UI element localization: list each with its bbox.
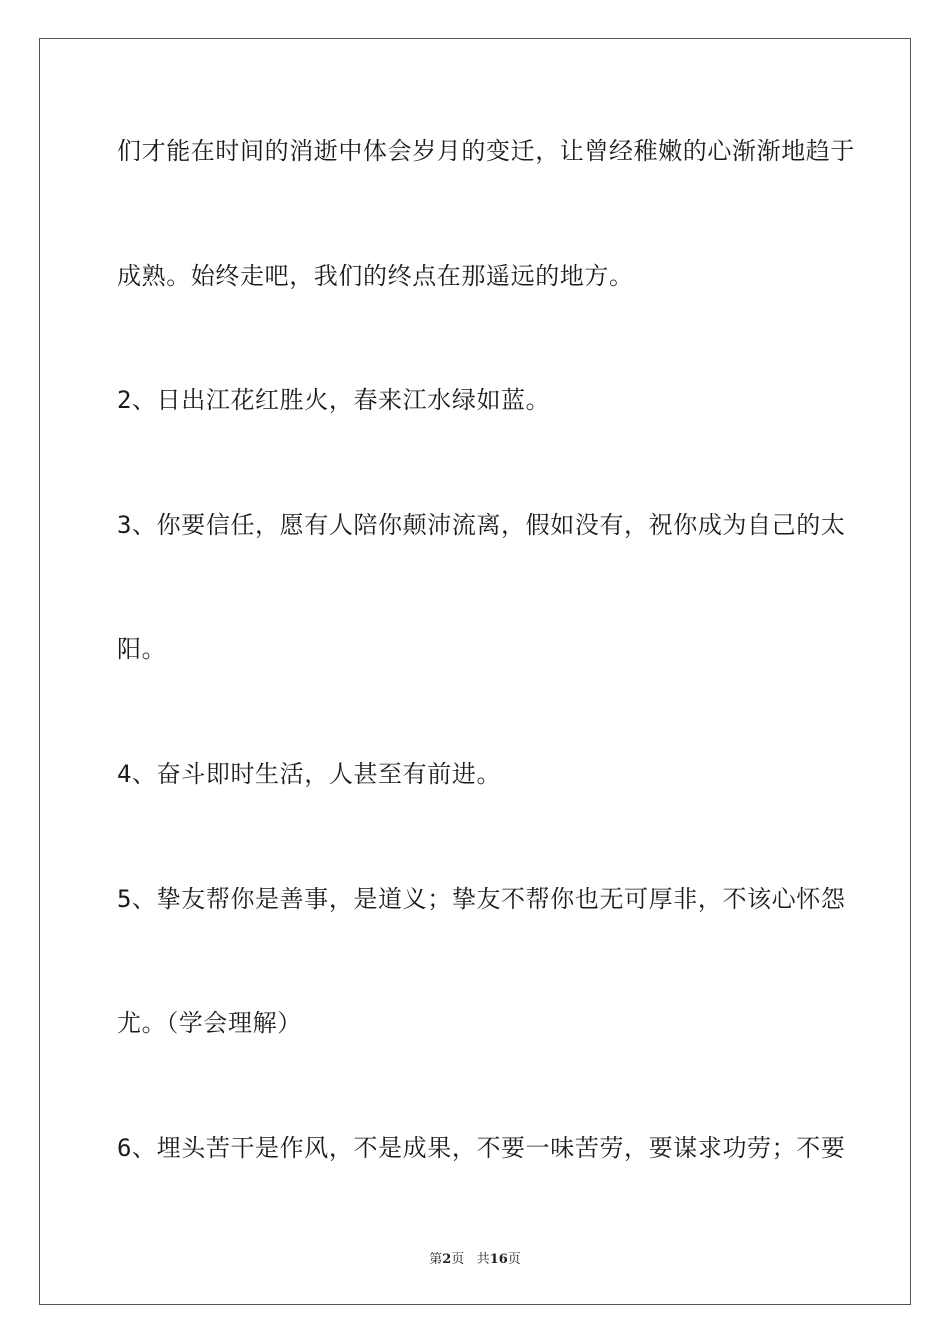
text-line: 尤。（学会理解）: [117, 1009, 302, 1037]
footer-page-suffix: 页: [451, 1252, 465, 1267]
total-page-count: 16: [489, 1252, 508, 1267]
current-page-number: 2: [442, 1252, 452, 1267]
text-line: 3、你要信任，愿有人陪你颠沛流离，假如没有，祝你成为自己的太: [117, 511, 846, 539]
text-line: 们才能在时间的消逝中体会岁月的变迁，让曾经稚嫩的心渐渐地趋于: [117, 137, 855, 165]
footer-total-suffix: 页: [507, 1252, 521, 1267]
text-line: 成熟。始终走吧，我们的终点在那遥远的地方。: [117, 262, 634, 290]
text-line: 6、埋头苦干是作风，不是成果，不要一味苦劳，要谋求功劳；不要: [117, 1134, 846, 1162]
text-line: 2、日出江花红胜火，春来江水绿如蓝。: [117, 386, 551, 414]
page-border: [39, 38, 911, 1305]
text-line: 4、奋斗即时生活，人甚至有前进。: [117, 760, 502, 788]
text-line: 阳。: [117, 635, 167, 663]
page-footer: [0, 1248, 950, 1267]
footer-total-prefix: 共: [476, 1252, 490, 1267]
text-line: 5、挚友帮你是善事，是道义；挚友不帮你也无可厚非，不该心怀怨: [117, 885, 846, 913]
footer-prefix: 第: [429, 1252, 443, 1267]
